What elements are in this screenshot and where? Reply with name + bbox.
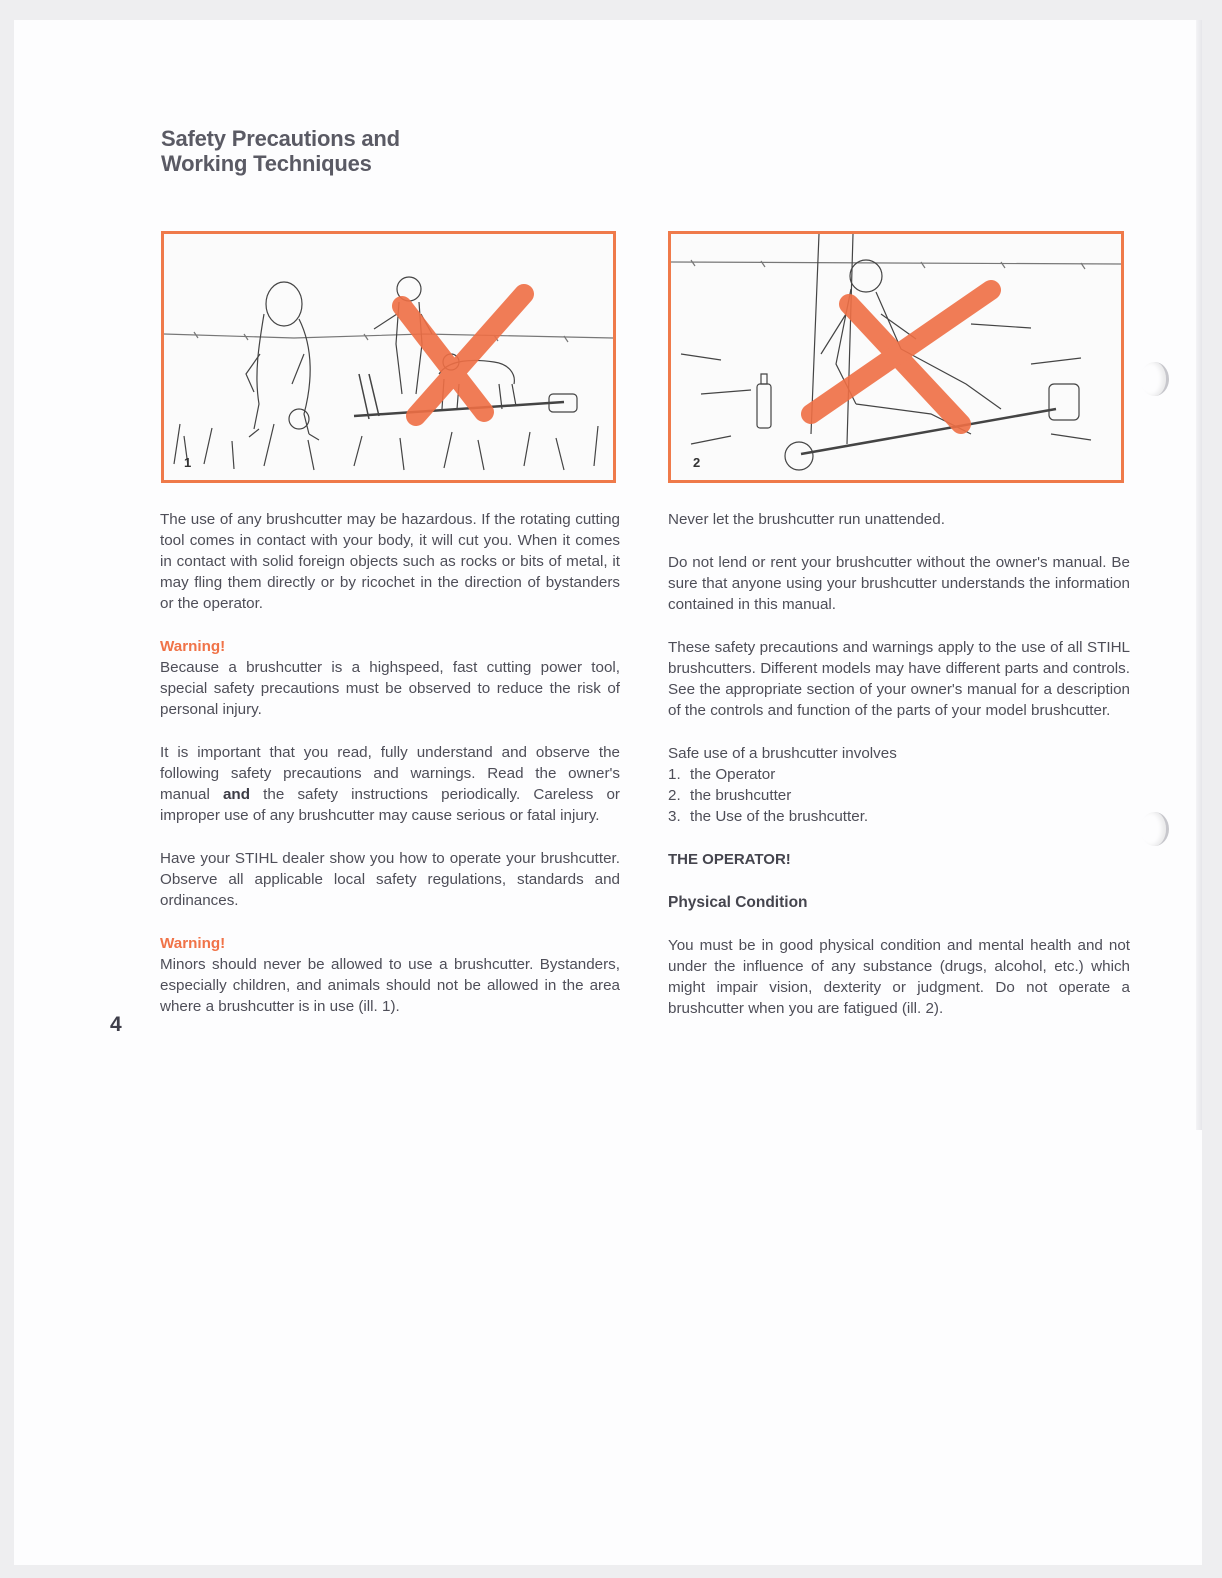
physical-condition-heading: Physical Condition — [668, 894, 808, 911]
right-column — [668, 509, 1130, 1041]
dealer-paragraph: Have your STIHL dealer show you how to operate your brushcutter. Observe all applicable local safety regulations, standards and ordinances. — [160, 850, 620, 909]
bystanders-illustration — [164, 234, 613, 480]
warning-heading-2: Warning! — [160, 935, 226, 952]
list-item-number: 3. — [668, 808, 681, 825]
list-item — [668, 764, 1130, 785]
page-number: 4 — [110, 1013, 122, 1036]
lend-paragraph: Do not lend or rent your brushcutter without the owner's manual. Be sure that anyone using your brushcutter understands the information contained in this manual. — [668, 554, 1130, 613]
page-edge-shadow — [1196, 20, 1202, 1130]
unattended-paragraph: Never let the brushcutter run unattended. — [668, 511, 945, 528]
page-title — [161, 126, 400, 176]
warning-heading-1: Warning! — [160, 638, 226, 655]
warning-block-1 — [160, 636, 620, 720]
figure-number-1: 1 — [184, 455, 192, 470]
important-text-end: the safety instructions periodically. Careless or improper use of any brushcutter may cause serious or fatal injury. — [160, 786, 620, 824]
involves-block — [668, 743, 1130, 827]
warning-text-2: Minors should never be allowed to use a brushcutter. Bystanders, especially children, and animals should not be allowed in the area where a brushcutter is in use (ill. 1). — [160, 956, 620, 1015]
title-line-2: Working Techniques — [161, 151, 372, 176]
warning-block-2 — [160, 933, 620, 1017]
involves-list — [668, 764, 1130, 827]
operator-heading: THE OPERATOR! — [668, 851, 791, 868]
important-paragraph — [160, 742, 620, 826]
figure-number-2: 2 — [693, 455, 701, 470]
illustration-1 — [161, 231, 616, 483]
fatigued-operator-illustration — [671, 234, 1121, 480]
binder-hole-middle — [1140, 812, 1169, 846]
involves-intro: Safe use of a brushcutter involves — [668, 745, 897, 762]
list-item-text: the brushcutter — [690, 787, 792, 804]
list-item-number: 1. — [668, 766, 681, 783]
list-item — [668, 785, 1130, 806]
illustration-2 — [668, 231, 1124, 483]
important-emphasis: and — [222, 786, 250, 803]
physical-condition-paragraph: You must be in good physical condition and mental health and not under the influence of any substance (drugs, alcohol, etc.) which might impair vision, dexterity or judgment. Do not operate a brushcutter when you are fatigued (ill. 2). — [668, 937, 1130, 1017]
list-item-number: 2. — [668, 787, 681, 804]
warning-text-1: Because a brushcutter is a highspeed, fast cutting power tool, special safety precautions must be observed to reduce the risk of personal injury. — [160, 659, 620, 718]
list-item-text: the Use of the brushcutter. — [690, 808, 869, 825]
list-item — [668, 806, 1130, 827]
list-item-text: the Operator — [690, 766, 776, 783]
important-text-start: It is important that you read, fully understand and observe the following safety precautions and warnings. Read the owner's manual — [160, 744, 620, 803]
apply-paragraph: These safety precautions and warnings apply to the use of all STIHL brushcutters. Different models may have different parts and controls. See the appropriate section of your owner's manual for a description of the controls and function of the parts of your model brushcutter. — [668, 639, 1130, 719]
left-column — [160, 509, 620, 1039]
binder-hole-top — [1140, 362, 1169, 396]
title-line-1: Safety Precautions and — [161, 126, 400, 151]
intro-paragraph: The use of any brushcutter may be hazardous. If the rotating cutting tool comes in contact with your body, it will cut you. When it comes in contact with solid foreign objects such as rocks or bits of metal, it may fling them directly or by ricochet in the direction of bystanders or the operator. — [160, 511, 620, 612]
